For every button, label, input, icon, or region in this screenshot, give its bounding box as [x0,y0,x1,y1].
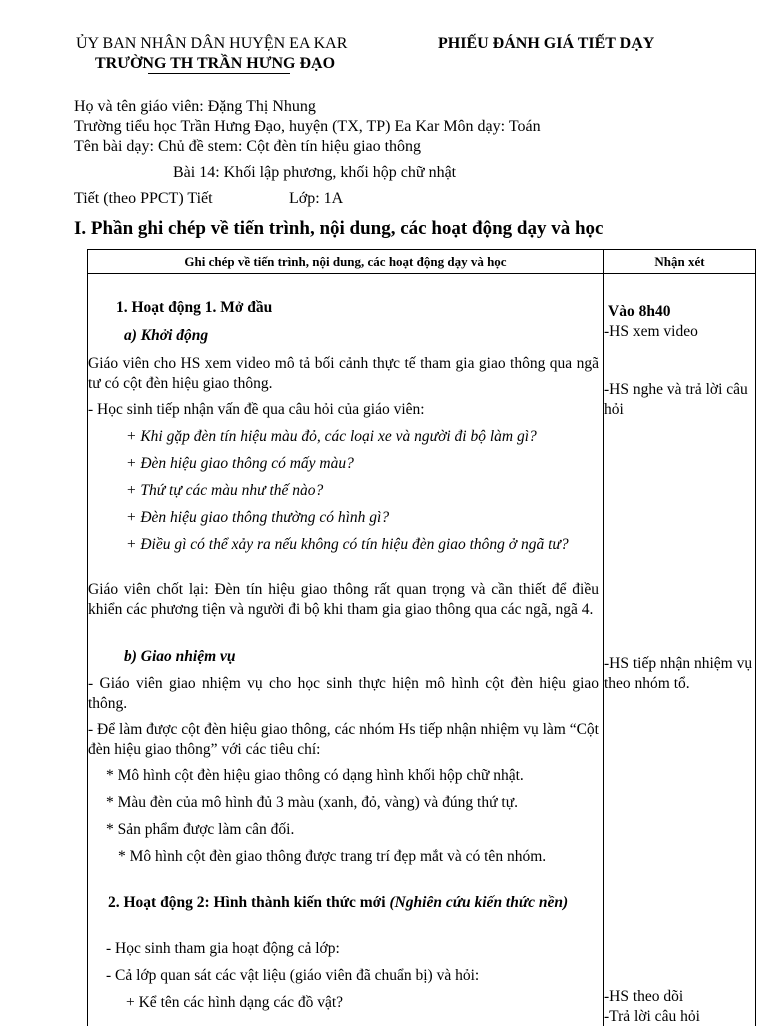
question-item: + Kể tên các hình dạng các đồ vật? [126,994,344,1011]
note-item: -HS tiếp nhận nhiệm vụ theo nhóm tổ. [604,655,753,692]
task-title: b) Giao nhiệm vụ [124,648,236,665]
paragraph: - Giáo viên giao nhiệm vụ cho học sinh thực hiện mô hình cột đèn hiệu giao thông. [88,675,599,712]
school-name: TRƯỜNG TH TRẦN HƯNG ĐẠO [95,55,336,72]
col-header-notes: Nhận xét [604,250,756,274]
lesson-name: Tên bài dạy: Chủ đề stem: Cột đèn tín hiệu giao thông [74,138,422,155]
criteria-item: * Sản phẩm được làm cân đối. [106,821,295,838]
note-item: -Trả lời câu hỏi [604,1008,700,1025]
criteria-item: * Màu đèn của mô hình đủ 3 màu (xanh, đỏ, vàng) và đúng thứ tự. [106,794,518,811]
section-title: I. Phần ghi chép về tiến trình, nội dung, các hoạt động dạy và học [74,218,604,239]
paragraph: - Để làm được cột đèn hiệu giao thông, các nhóm Hs tiếp nhận nhiệm vụ làm “Cột đèn hiệu giao thông” với các tiêu chí: [88,721,599,758]
teacher-name: Họ và tên giáo viên: Đặng Thị Nhung [74,98,316,115]
note-item: -HS theo dõi [604,988,684,1005]
committee-name: ỦY BAN NHÂN DÂN HUYỆN EA KAR [76,35,348,52]
question-item: + Thứ tự các màu như thế nào? [126,482,324,499]
notes-cell [604,274,756,1027]
note-item: -HS nghe và trả lời câu hỏi [604,381,748,418]
period-label: Tiết (theo PPCT) Tiết [74,190,213,207]
note-time: Vào 8h40 [608,303,671,320]
question-item: + Điều gì có thể xảy ra nếu không có tín hiệu đèn giao thông ở ngã tư? [126,536,569,553]
warmup-title: a) Khởi động [124,327,209,344]
paragraph: - Cả lớp quan sát các vật liệu (giáo viên đã chuẩn bị) và hỏi: [106,967,480,984]
activity-2-title [88,893,599,913]
question-item: + Đèn hiệu giao thông có mấy màu? [126,455,354,472]
school-info: Trường tiểu học Trần Hưng Đạo, huyện (TX, TP) Ea Kar Môn dạy: Toán [74,118,541,135]
observation-table [87,249,756,1026]
criteria-item: * Mô hình cột đèn giao thông được trang trí đẹp mắt và có tên nhóm. [118,848,547,865]
lesson-subtitle: Bài 14: Khối lập phương, khối hộp chữ nhật [173,164,457,181]
criteria-item: * Mô hình cột đèn hiệu giao thông có dạng hình khối hộp chữ nhật. [106,767,524,784]
activity-2-subtitle: (Nghiên cứu kiến thức nền) [389,894,569,911]
paragraph: - Học sinh tiếp nhận vấn đề qua câu hỏi của giáo viên: [88,401,425,418]
note-item: -HS xem video [604,323,698,340]
table-header-row [88,250,756,274]
form-title: PHIẾU ĐÁNH GIÁ TIẾT DẠY [438,35,655,52]
table-body-row [88,274,756,1027]
paragraph: - Học sinh tham gia hoạt động cả lớp: [106,940,340,957]
activity-2-label: 2. Hoạt động 2: Hình thành kiến thức mới [108,894,390,911]
question-item: + Đèn hiệu giao thông thường có hình gì? [126,509,390,526]
school-underline [148,73,290,74]
question-item: + Khi gặp đèn tín hiệu màu đỏ, các loại xe và người đi bộ làm gì? [126,428,537,445]
paragraph: Giáo viên cho HS xem video mô tả bối cảnh thực tế tham gia giao thông qua ngã tư có cột đèn hiệu giao thông. [88,355,599,392]
activity-1-title: 1. Hoạt động 1. Mở đầu [116,299,273,316]
paragraph: Giáo viên chốt lại: Đèn tín hiệu giao thông rất quan trọng và cần thiết để điều khiển các phương tiện và người đi bộ khi tham gia giao thông qua các ngã, ngã 4. [88,581,599,618]
col-header-main: Ghi chép về tiến trình, nội dung, các hoạt động dạy và học [88,250,604,274]
main-cell [88,274,604,1027]
class-label: Lớp: 1A [289,190,344,207]
